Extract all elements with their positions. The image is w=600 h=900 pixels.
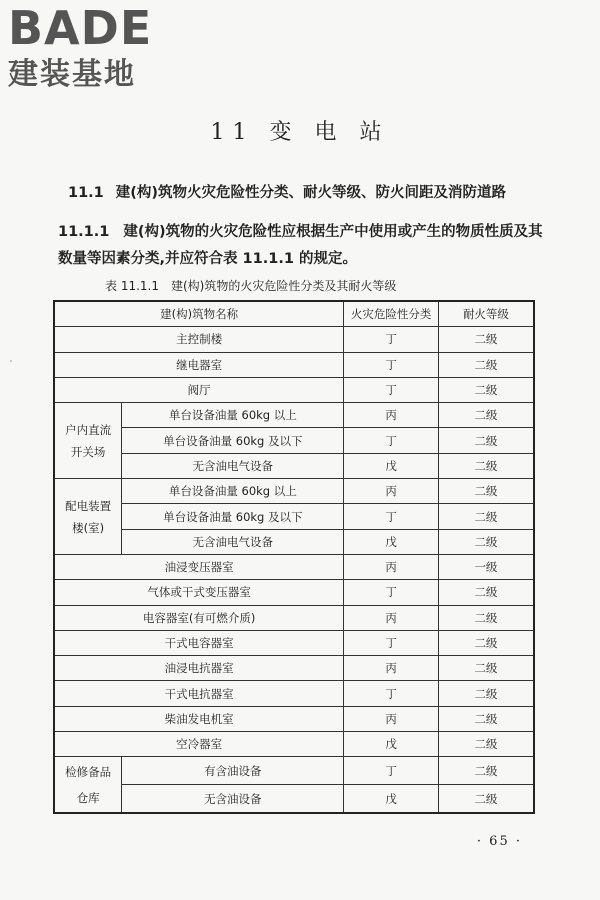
logo-subtitle: 建装基地	[8, 57, 136, 92]
group-name-distribution: 配电装置楼(室)	[54, 479, 122, 555]
row-risk: 丁	[344, 580, 439, 605]
logo	[8, 1, 178, 92]
row-fire: 二级	[438, 529, 534, 554]
table-row	[54, 352, 534, 377]
table-row	[54, 630, 534, 655]
row-fire: 二级	[438, 327, 534, 352]
row-risk: 丙	[344, 403, 439, 428]
row-name: 柴油发电机室	[54, 706, 344, 731]
row-name: 空冷器室	[54, 732, 344, 757]
table-row	[54, 656, 534, 681]
table-row	[54, 403, 534, 428]
row-name: 干式电抗器室	[54, 681, 344, 706]
clause-number: 11.1.1	[58, 224, 110, 240]
row-name: 无含油电气设备	[122, 529, 344, 554]
row-fire: 二级	[438, 681, 534, 706]
logo-brand: BADE	[8, 1, 153, 55]
row-name: 单台设备油量 60kg 以上	[122, 479, 344, 504]
row-name: 干式电容器室	[54, 630, 344, 655]
row-risk: 戊	[344, 529, 439, 554]
row-risk: 丁	[344, 327, 439, 352]
table-row	[54, 529, 534, 554]
row-name: 油浸电抗器室	[54, 656, 344, 681]
row-risk: 丁	[344, 757, 439, 785]
table-row	[54, 605, 534, 630]
row-risk: 戊	[344, 732, 439, 757]
chapter-name: 变 电 站	[269, 120, 390, 145]
table-row	[54, 706, 534, 731]
row-fire: 二级	[438, 785, 534, 814]
row-fire: 二级	[438, 706, 534, 731]
row-risk: 丙	[344, 605, 439, 630]
section-number: 11.1	[68, 185, 104, 201]
row-name: 有含油设备	[122, 757, 344, 785]
row-name: 油浸变压器室	[54, 554, 344, 579]
table-row	[54, 554, 534, 579]
clause-paragraph	[58, 219, 543, 273]
row-name: 无含油设备	[122, 785, 344, 814]
table-row	[54, 580, 534, 605]
group-name-storage: 检修备品仓库	[54, 757, 122, 814]
row-risk: 戊	[344, 785, 439, 814]
table-row	[54, 453, 534, 478]
row-name: 电容器室(有可燃介质)	[54, 605, 344, 630]
row-risk: 丙	[344, 656, 439, 681]
row-risk: 丁	[344, 681, 439, 706]
row-risk: 丁	[344, 428, 439, 453]
row-risk: 戊	[344, 453, 439, 478]
row-name: 继电器室	[54, 352, 344, 377]
row-risk: 丙	[344, 479, 439, 504]
table-row	[54, 732, 534, 757]
row-fire: 二级	[438, 605, 534, 630]
row-risk: 丁	[344, 377, 439, 402]
row-fire: 二级	[438, 428, 534, 453]
table-row	[54, 757, 534, 785]
row-fire: 二级	[438, 757, 534, 785]
row-fire: 二级	[438, 403, 534, 428]
table-row	[54, 428, 534, 453]
row-risk: 丙	[344, 554, 439, 579]
row-risk: 丁	[344, 504, 439, 529]
chapter-number: 11	[210, 120, 255, 145]
row-fire: 一级	[438, 554, 534, 579]
row-fire: 二级	[438, 656, 534, 681]
row-name: 无含油电气设备	[122, 453, 344, 478]
header-fire: 耐火等级	[438, 301, 534, 327]
table-row	[54, 479, 534, 504]
row-name: 单台设备油量 60kg 及以下	[122, 428, 344, 453]
chapter-title	[0, 115, 600, 146]
row-name: 阀厅	[54, 377, 344, 402]
table-row	[54, 785, 534, 814]
row-fire: 二级	[438, 352, 534, 377]
group-name-indoor: 户内直流开关场	[54, 403, 122, 479]
fire-risk-table	[53, 300, 535, 814]
row-name: 单台设备油量 60kg 及以下	[122, 504, 344, 529]
row-name: 单台设备油量 60kg 以上	[122, 403, 344, 428]
row-fire: 二级	[438, 377, 534, 402]
section-title: 建(构)筑物火灾危险性分类、耐火等级、防火间距及消防道路	[115, 185, 507, 201]
table-row	[54, 504, 534, 529]
table-row	[54, 377, 534, 402]
row-risk: 丁	[344, 352, 439, 377]
section-heading	[68, 181, 506, 202]
header-name: 建(构)筑物名称	[54, 301, 344, 327]
table-row	[54, 327, 534, 352]
table-caption-number: 表 11.1.1	[105, 279, 159, 293]
scan-speck	[10, 360, 12, 362]
table-row	[54, 681, 534, 706]
row-fire: 二级	[438, 504, 534, 529]
row-name: 气体或干式变压器室	[54, 580, 344, 605]
row-fire: 二级	[438, 630, 534, 655]
row-fire: 二级	[438, 732, 534, 757]
table-header-row	[54, 301, 534, 327]
row-risk: 丁	[344, 630, 439, 655]
table-caption	[105, 277, 396, 294]
page-number: · 65 ·	[476, 834, 522, 849]
row-risk: 丙	[344, 706, 439, 731]
row-fire: 二级	[438, 453, 534, 478]
row-fire: 二级	[438, 580, 534, 605]
table-caption-text: 建(构)筑物的火灾危险性分类及其耐火等级	[170, 279, 397, 293]
row-fire: 二级	[438, 479, 534, 504]
clause-text: 建(构)筑物的火灾危险性应根据生产中使用或产生的物质性质及其数量等因素分类,并应符合表 11.1.1 的规定。	[58, 224, 543, 267]
row-name: 主控制楼	[54, 327, 344, 352]
header-risk: 火灾危险性分类	[344, 301, 439, 327]
